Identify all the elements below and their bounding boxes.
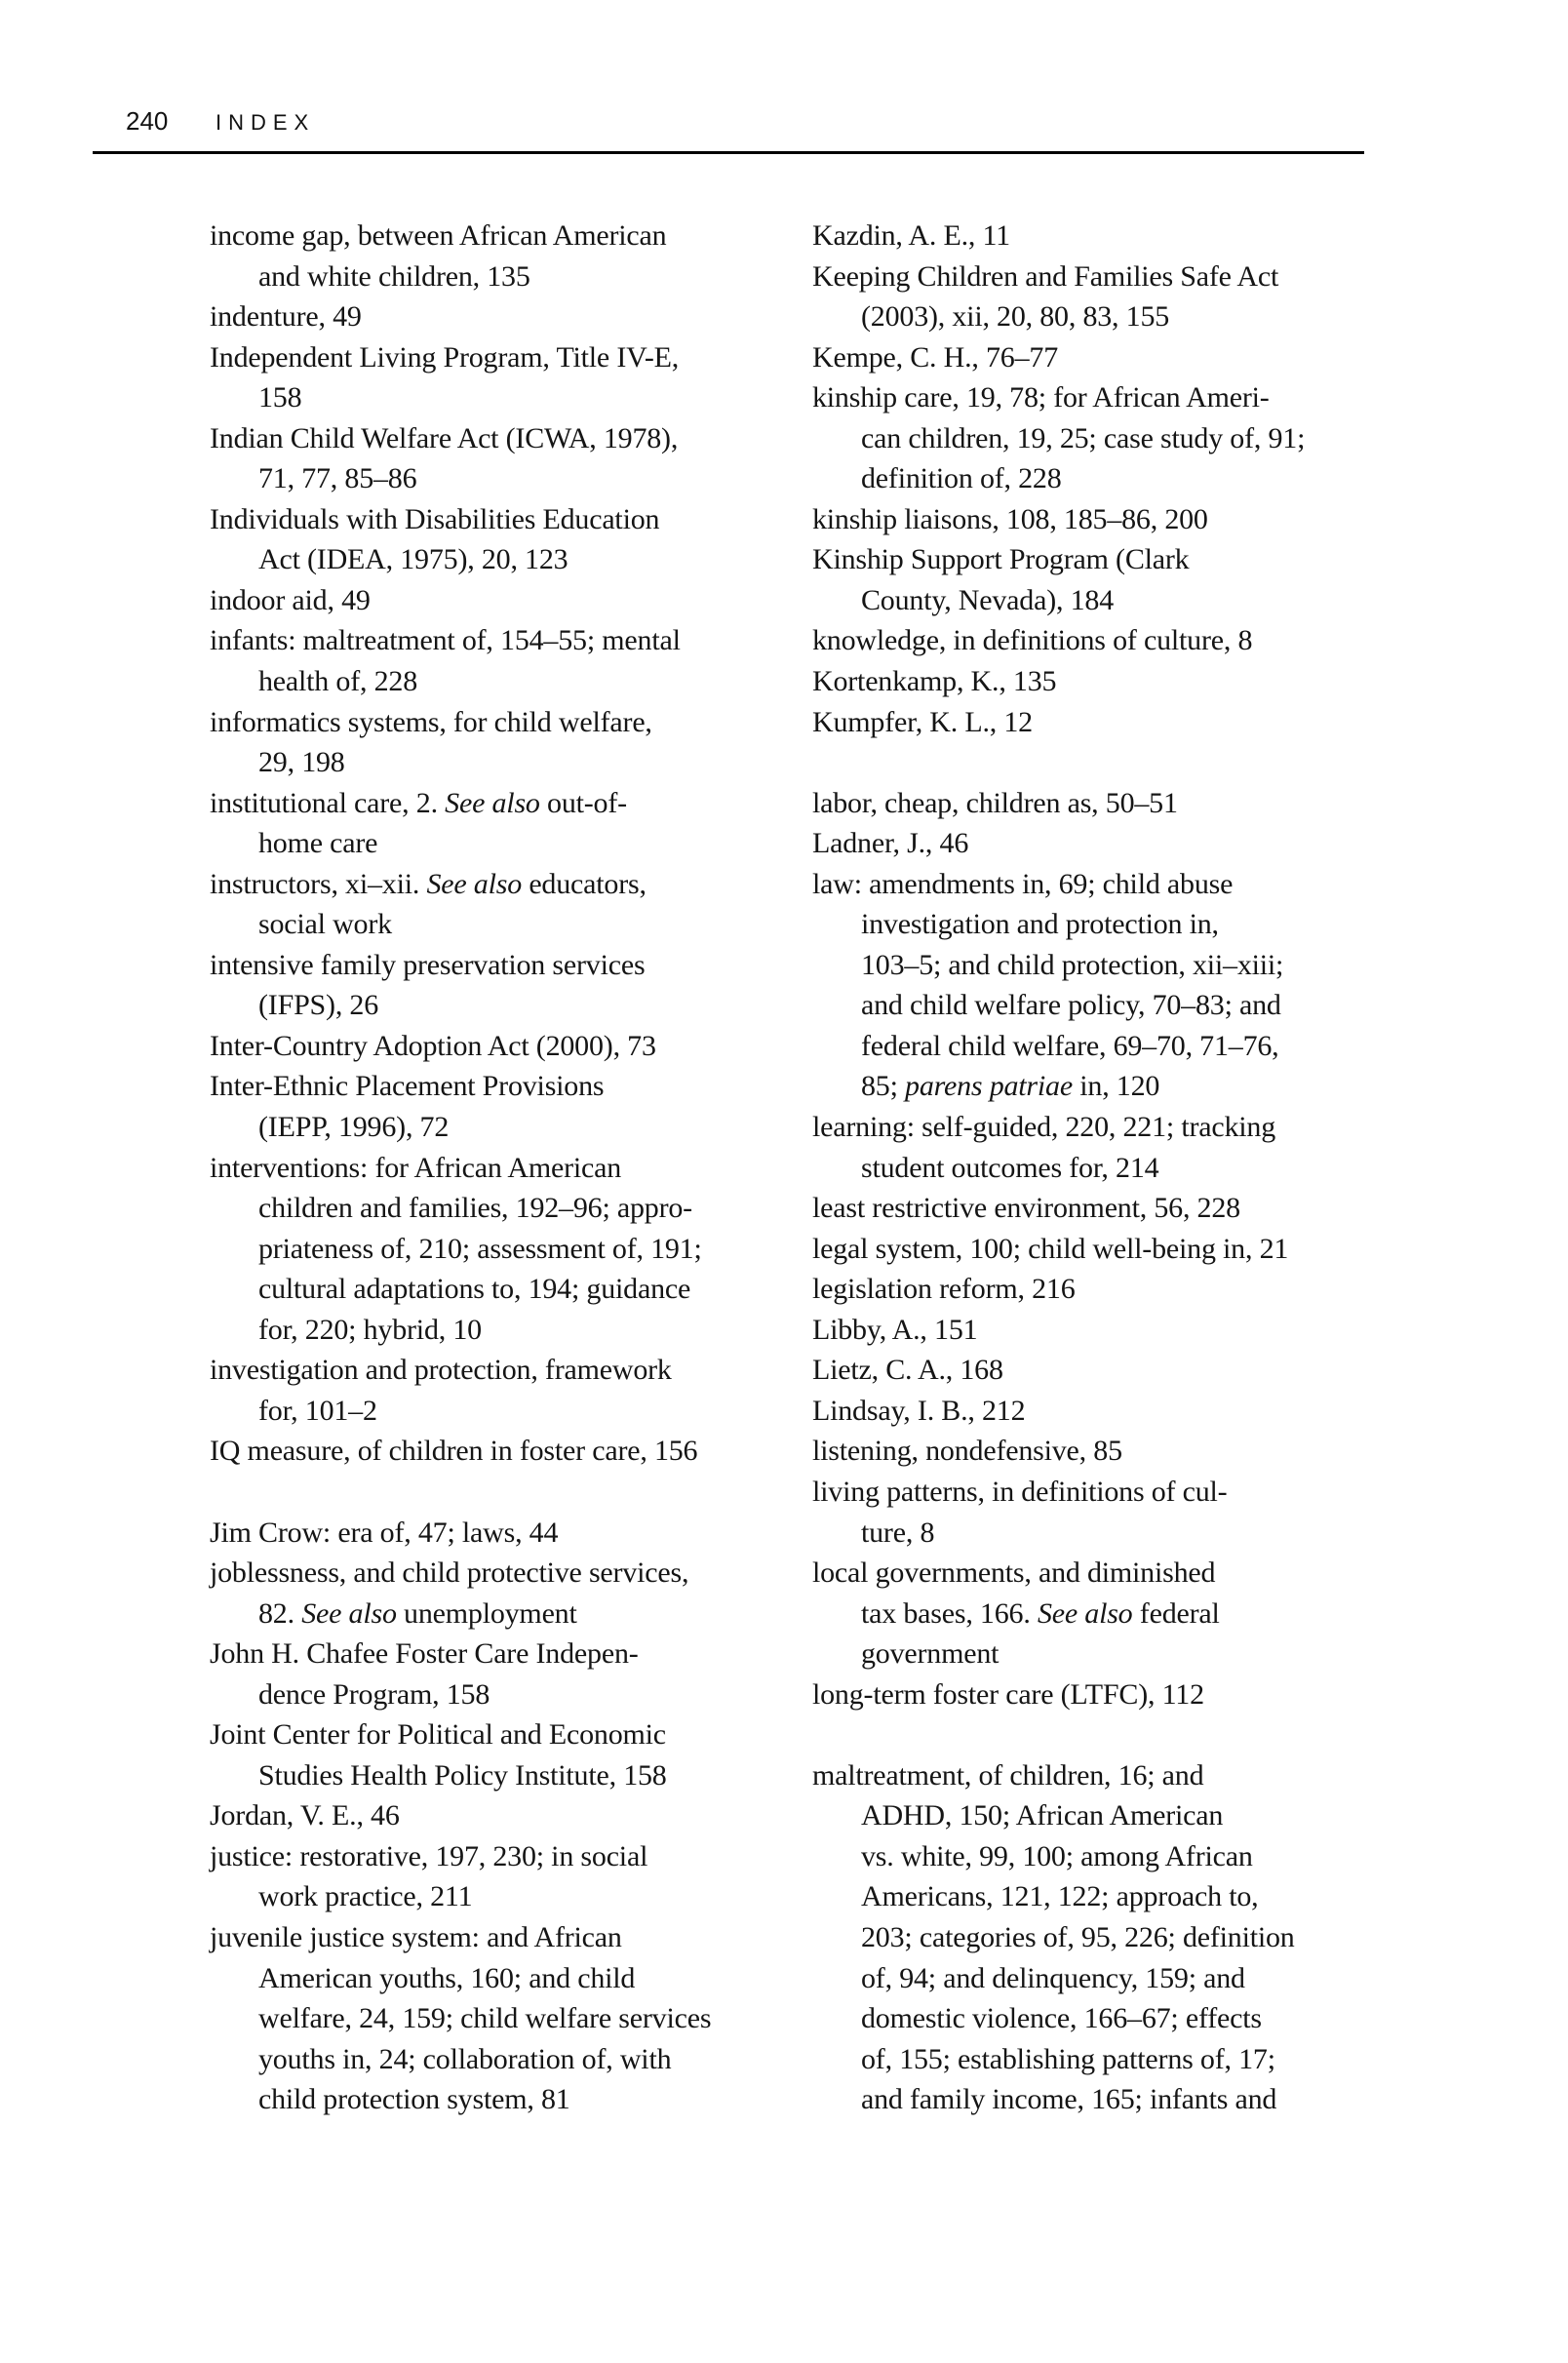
index-line: Keeping Children and Families Safe Act <box>812 259 1279 293</box>
index-line: for, 101–2 <box>258 1394 377 1427</box>
index-line: priateness of, 210; assessment of, 191; <box>258 1232 702 1265</box>
index-line: least restrictive environment, 56, 228 <box>812 1192 1240 1225</box>
index-line: Kempe, C. H., 76–77 <box>812 340 1059 374</box>
index-line: interventions: for African American <box>210 1151 622 1184</box>
index-line: legislation reform, 216 <box>812 1273 1076 1306</box>
index-line: social work <box>258 908 392 941</box>
index-line: Indian Child Welfare Act (ICWA, 1978), <box>210 421 679 454</box>
index-line: Jordan, V. E., 46 <box>210 1799 400 1832</box>
index-line: cultural adaptations to, 194; guidance <box>258 1273 691 1306</box>
index-line: Independent Living Program, Title IV-E, <box>210 340 680 374</box>
index-line: living patterns, in definitions of cul- <box>812 1475 1228 1508</box>
index-line: (IFPS), 26 <box>258 989 379 1022</box>
index-line: vs. white, 99, 100; among African <box>861 1839 1253 1872</box>
index-line: Kinship Support Program (Clark <box>812 543 1190 576</box>
index-line: Studies Health Policy Institute, 158 <box>258 1758 667 1792</box>
index-line: student outcomes for, 214 <box>861 1151 1159 1184</box>
index-line: law: amendments in, 69; child abuse <box>812 867 1234 900</box>
italic-cross-reference: See also <box>426 867 523 900</box>
index-line: learning: self-guided, 220, 221; tracking <box>812 1111 1276 1144</box>
index-line: ture, 8 <box>861 1516 935 1549</box>
index-line: and child welfare policy, 70–83; and <box>861 989 1281 1022</box>
index-line: Lindsay, I. B., 212 <box>812 1394 1026 1427</box>
index-line: 82. See also unemployment <box>258 1596 577 1630</box>
index-line: Kortenkamp, K., 135 <box>812 665 1057 698</box>
index-line: Libby, A., 151 <box>812 1313 978 1346</box>
index-line: Individuals with Disabilities Education <box>210 502 660 535</box>
index-line: government <box>861 1637 1000 1671</box>
index-line: John H. Chafee Foster Care Indepen- <box>210 1637 639 1671</box>
index-line: welfare, 24, 159; child welfare services <box>258 2002 712 2035</box>
index-line: Jim Crow: era of, 47; laws, 44 <box>210 1516 559 1549</box>
index-line: County, Nevada), 184 <box>861 583 1114 616</box>
index-line: definition of, 228 <box>861 462 1062 495</box>
index-line: and family income, 165; infants and <box>861 2083 1277 2116</box>
index-line: Ladner, J., 46 <box>812 827 969 860</box>
index-line: Joint Center for Political and Economic <box>210 1718 666 1752</box>
index-blank-line <box>812 1714 1436 1755</box>
index-line: children and families, 192–96; appro- <box>258 1192 692 1225</box>
index-line: 29, 198 <box>258 746 345 779</box>
italic-cross-reference: See also <box>301 1596 397 1630</box>
italic-cross-reference: See also <box>1037 1596 1133 1630</box>
index-line: juvenile justice system: and African <box>210 1920 622 1953</box>
index-line: of, 155; establishing patterns of, 17; <box>861 2042 1275 2075</box>
index-line: labor, cheap, children as, 50–51 <box>812 786 1178 819</box>
index-line: instructors, xi–xii. See also educators, <box>210 867 647 900</box>
index-line: legal system, 100; child well-being in, 21 <box>812 1232 1289 1265</box>
index-column-left <box>210 216 834 2120</box>
index-line: indenture, 49 <box>210 300 362 334</box>
header-rule <box>93 151 1364 154</box>
index-line: 203; categories of, 95, 226; definition <box>861 1920 1295 1953</box>
page-number: 240 <box>126 106 169 136</box>
index-line: IQ measure, of children in foster care, 156 <box>210 1435 698 1468</box>
index-line: youths in, 24; collaboration of, with <box>258 2042 672 2075</box>
index-line: American youths, 160; and child <box>258 1961 636 1994</box>
index-line: dence Program, 158 <box>258 1677 490 1711</box>
index-line: home care <box>258 827 378 860</box>
index-line: Act (IDEA, 1975), 20, 123 <box>258 543 568 576</box>
index-line: and white children, 135 <box>258 259 530 293</box>
index-line: health of, 228 <box>258 665 417 698</box>
index-line: listening, nondefensive, 85 <box>812 1435 1122 1468</box>
index-column-right <box>812 216 1436 2120</box>
index-blank-line <box>210 1472 834 1513</box>
index-line: long-term foster care (LTFC), 112 <box>812 1677 1204 1711</box>
index-line: investigation and protection in, <box>861 908 1219 941</box>
index-line: of, 94; and delinquency, 159; and <box>861 1961 1245 1994</box>
index-line: income gap, between African American <box>210 219 667 252</box>
index-line: institutional care, 2. See also out-of- <box>210 786 627 819</box>
running-head-title: INDEX <box>216 110 316 135</box>
index-line: 85; parens patriae in, 120 <box>861 1070 1160 1103</box>
index-line: Inter-Ethnic Placement Provisions <box>210 1070 605 1103</box>
index-line: Kumpfer, K. L., 12 <box>812 705 1033 738</box>
index-line: informatics systems, for child welfare, <box>210 705 652 738</box>
index-line: local governments, and diminished <box>812 1556 1216 1590</box>
index-line: (2003), xii, 20, 80, 83, 155 <box>861 300 1170 334</box>
index-line: (IEPP, 1996), 72 <box>258 1111 450 1144</box>
index-line: kinship care, 19, 78; for African Ameri- <box>812 381 1270 414</box>
index-line: kinship liaisons, 108, 185–86, 200 <box>812 502 1208 535</box>
index-line: intensive family preservation services <box>210 948 646 981</box>
index-line: 71, 77, 85–86 <box>258 462 417 495</box>
index-line: 158 <box>258 381 302 414</box>
index-line: can children, 19, 25; case study of, 91; <box>861 421 1306 454</box>
index-blank-line <box>812 742 1436 783</box>
index-line: Kazdin, A. E., 11 <box>812 219 1010 252</box>
index-line: domestic violence, 166–67; effects <box>861 2002 1262 2035</box>
index-line: Inter-Country Adoption Act (2000), 73 <box>210 1029 656 1062</box>
index-line: for, 220; hybrid, 10 <box>258 1313 482 1346</box>
index-line: justice: restorative, 197, 230; in social <box>210 1839 648 1872</box>
italic-cross-reference: See also <box>445 786 540 819</box>
italic-cross-reference: parens patriae <box>905 1070 1073 1103</box>
index-line: investigation and protection, framework <box>210 1354 672 1387</box>
index-line: joblessness, and child protective services, <box>210 1556 689 1590</box>
index-line: federal child welfare, 69–70, 71–76, <box>861 1029 1279 1062</box>
index-line: knowledge, in definitions of culture, 8 <box>812 624 1253 657</box>
index-line: work practice, 211 <box>258 1880 473 1913</box>
index-line: maltreatment, of children, 16; and <box>812 1758 1204 1792</box>
index-line: ADHD, 150; African American <box>861 1799 1224 1832</box>
index-line: tax bases, 166. See also federal <box>861 1596 1220 1630</box>
index-line: 103–5; and child protection, xii–xiii; <box>861 948 1284 981</box>
index-line: infants: maltreatment of, 154–55; mental <box>210 624 681 657</box>
index-line: child protection system, 81 <box>258 2083 570 2116</box>
index-line: indoor aid, 49 <box>210 583 371 616</box>
index-line: Lietz, C. A., 168 <box>812 1354 1003 1387</box>
index-line: Americans, 121, 122; approach to, <box>861 1880 1259 1913</box>
